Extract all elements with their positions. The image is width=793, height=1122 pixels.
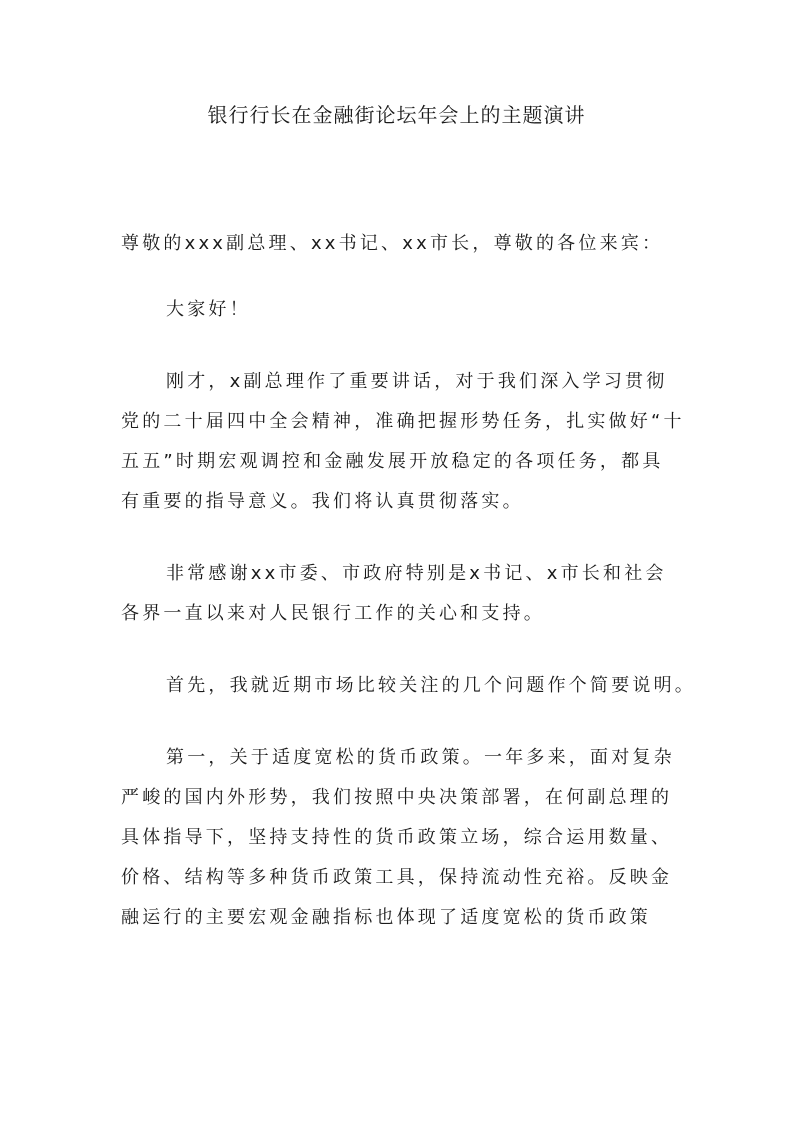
paragraph-line: 融运行的主要宏观金融指标也体现了适度宽松的货币政策 xyxy=(121,907,651,928)
paragraph-line: 各界一直以来对人民银行工作的关心和支持。 xyxy=(121,603,545,624)
paragraph-2 xyxy=(121,554,677,634)
paragraph-4 xyxy=(121,738,677,938)
paragraph-line: 第一，关于适度宽松的货币政策。一年多来，面对复杂 xyxy=(166,747,675,768)
paragraph-line: 党的二十届四中全会精神，准确把握形势任务，扎实做好“十 xyxy=(121,411,685,432)
paragraph-1 xyxy=(121,362,685,522)
salutation: 尊敬的xxx副总理、xx书记、xx市长，尊敬的各位来宾： xyxy=(121,233,664,254)
document-body xyxy=(121,224,696,938)
paragraph-line: 价格、结构等多种货币政策工具，保持流动性充裕。反映金 xyxy=(121,867,673,888)
paragraph-line: 刚才，x副总理作了重要讲话，对于我们深入学习贯彻 xyxy=(166,371,668,392)
paragraph-line: 首先，我就近期市场比较关注的几个问题作个简要说明。 xyxy=(166,675,696,696)
paragraph-line: 非常感谢xx市委、市政府特别是x书记、x市长和社会 xyxy=(166,563,667,584)
paragraph-line: 有重要的指导意义。我们将认真贯彻落实。 xyxy=(121,491,524,512)
paragraph-3 xyxy=(121,666,696,706)
document-title: 银行行长在金融街论坛年会上的主题演讲 xyxy=(207,103,586,127)
paragraph-line: 严峻的国内外形势，我们按照中央决策部署，在何副总理的 xyxy=(121,787,673,808)
paragraph-line: 五五”时期宏观调控和金融发展开放稳定的各项任务，都具 xyxy=(121,451,664,472)
greeting: 大家好！ xyxy=(166,299,251,320)
paragraph-line: 具体指导下，坚持支持性的货币政策立场，综合运用数量、 xyxy=(121,827,673,848)
